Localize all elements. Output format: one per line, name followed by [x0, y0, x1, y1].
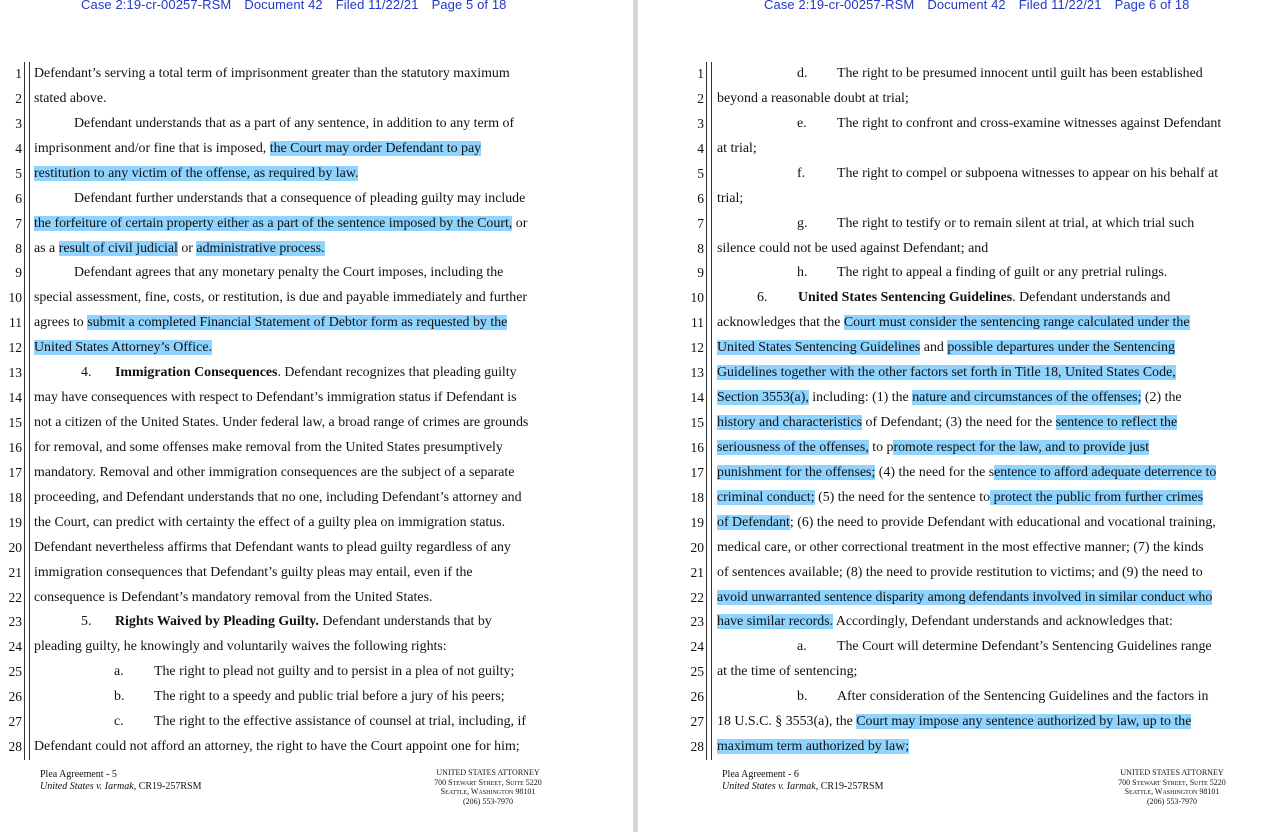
text-line [717, 361, 1176, 385]
text-run: The right to plead not guilty and to persist in a plea of not guilty; [154, 664, 515, 680]
text-run: The right to testify or to remain silent at trial, at which trial such [837, 215, 1195, 231]
text-run: at the time of sentencing; [717, 664, 858, 680]
text-run: may have consequences with respect to Defendant’s immigration status if Defendant is [34, 390, 517, 406]
highlighted-text: protect the public from further crimes [990, 489, 1204, 505]
highlighted-text: the Court may order Defendant to pay [269, 140, 482, 156]
highlighted-text: the forfeiture of certain property either as a part of the sentence imposed by the Court, [34, 215, 513, 231]
text-line [34, 511, 505, 535]
footer-street: 700 Stewart Street, Suite 5220 [434, 777, 542, 787]
line-number: 15 [690, 415, 704, 431]
line-number: 4 [15, 140, 22, 156]
line-number: 21 [8, 564, 22, 580]
text-run: agrees to [34, 315, 88, 331]
text-run: . Defendant recognizes that pleading guilty [277, 365, 517, 381]
page-header [764, 0, 1203, 12]
highlighted-text: restitution to any victim of the offense, as required by law. [34, 165, 359, 181]
line-number: 21 [690, 564, 704, 580]
page-header [81, 0, 520, 12]
list-marker: b. [797, 689, 808, 705]
list-marker: a. [797, 639, 807, 655]
text-run: and [920, 340, 948, 356]
text-run: imprisonment and/or fine that is imposed, [34, 140, 270, 156]
text-run: stated above. [34, 90, 107, 106]
text-run: Defendant understands that by [318, 614, 492, 630]
line-number: 4 [697, 140, 704, 156]
text-run: proceeding, and Defendant understands that no one, including Defendant’s attorney and [34, 489, 522, 505]
text-run: silence could not be used against Defendant; and [717, 240, 989, 256]
text-line [34, 536, 511, 560]
line-number: 7 [15, 215, 22, 231]
text-line [34, 436, 503, 460]
footer-title: Plea Agreement - 6 [722, 769, 799, 780]
text-line [717, 286, 1170, 310]
text-run: Defendant nevertheless affirms that Defendant wants to plead guilty regardless of any [34, 539, 511, 555]
highlighted-text: have similar records. [717, 614, 834, 630]
text-line [717, 87, 909, 111]
text-line [34, 187, 525, 211]
line-number: 1 [697, 66, 704, 81]
text-line [717, 461, 1216, 485]
text-run: not a citizen of the United States. Under federal law, a broad range of crimes are grounds [34, 415, 529, 431]
text-run: 18 U.S.C. § 3553(a), the [717, 714, 857, 730]
line-number: 3 [15, 115, 22, 131]
text-line [717, 511, 1216, 535]
line-number: 18 [690, 489, 704, 505]
text-run: Defendant could not afford an attorney, the right to have the Court appoint one for him; [34, 739, 520, 755]
highlighted-text: criminal conduct; [717, 489, 815, 505]
footer-case-number: , CR19-257RSM [133, 781, 202, 792]
header-document: Document 42 [244, 0, 323, 12]
text-run: Defendant further understands that a consequence of pleading guilty may include [74, 190, 526, 206]
text-line [34, 735, 520, 759]
text-run: (4) the need for the s [875, 464, 995, 480]
header-case-number: Case 2:19-cr-00257-RSM [764, 0, 915, 12]
line-number: 27 [690, 714, 704, 730]
text-line [717, 386, 1182, 410]
section-heading: Rights Waived by Pleading Guilty. [115, 614, 319, 630]
text-run: beyond a reasonable doubt at trial; [717, 90, 909, 106]
text-run: to p [868, 439, 894, 455]
text-line [34, 261, 503, 285]
footer-phone: (206) 553-7970 [1147, 796, 1197, 806]
footer-street: 700 Stewart Street, Suite 5220 [1118, 777, 1226, 787]
text-run: . Defendant understands and [1012, 290, 1171, 306]
line-number: 19 [8, 514, 22, 530]
text-line [34, 386, 517, 410]
header-document: Document 42 [927, 0, 1006, 12]
text-run: The right to be presumed innocent until guilt has been established [837, 66, 1203, 81]
line-number: 10 [8, 290, 22, 306]
text-line [34, 112, 514, 136]
text-line [717, 586, 1212, 610]
line-number-rule [706, 62, 712, 760]
highlighted-text: United States Attorney’s Office. [34, 340, 212, 356]
text-line [717, 610, 1173, 634]
footer-phone: (206) 553-7970 [463, 796, 513, 806]
line-number: 13 [690, 365, 704, 381]
line-number: 13 [8, 365, 22, 381]
highlighted-text: result of civil judicial [58, 240, 178, 256]
text-line [717, 561, 1203, 585]
text-line [717, 660, 857, 684]
text-line [34, 586, 432, 610]
line-number: 23 [690, 614, 704, 630]
text-line [717, 710, 1191, 734]
left-document-page [0, 0, 633, 832]
line-number: 20 [690, 539, 704, 555]
text-line [34, 635, 447, 659]
line-number: 9 [15, 265, 22, 281]
highlighted-text: possible departures under the Sentencing [947, 340, 1175, 356]
text-run: of sentences available; (8) the need to provide restitution to victims; and (9) the need to [717, 564, 1203, 580]
text-line [717, 62, 1203, 86]
line-number: 8 [697, 240, 704, 256]
text-run: The right to appeal a finding of guilt or any pretrial rulings. [837, 265, 1168, 281]
list-marker: d. [797, 66, 808, 81]
line-number: 3 [697, 115, 704, 131]
text-line [34, 212, 527, 236]
text-line [34, 710, 526, 734]
line-number: 15 [8, 415, 22, 431]
footer-city: Seattle, Washington 98101 [1124, 787, 1220, 796]
list-marker: c. [114, 714, 124, 730]
text-run: (2) the [1141, 390, 1182, 406]
header-page-number: Page 6 of 18 [1114, 0, 1190, 12]
highlighted-text: administrative process. [196, 240, 325, 256]
text-line [34, 311, 507, 335]
highlighted-text: Court must consider the sentencing range calculated under the [843, 315, 1190, 331]
header-filed-date: Filed 11/22/21 [335, 0, 419, 12]
text-run: or [177, 240, 197, 256]
header-case-number: Case 2:19-cr-00257-RSM [81, 0, 232, 12]
line-number: 16 [8, 439, 22, 455]
text-run: Defendant understands that as a part of any sentence, in addition to any term of [74, 115, 515, 131]
footer-attorney-block [420, 768, 556, 806]
section-heading: United States Sentencing Guidelines [798, 290, 1013, 306]
line-number: 22 [690, 589, 704, 605]
line-number: 8 [15, 240, 22, 256]
text-run: Accordingly, Defendant understands and acknowledges that: [833, 614, 1173, 630]
text-run: immigration consequences that Defendant’s guilty pleas may entail, even if the [34, 564, 473, 580]
text-line [34, 685, 505, 709]
footer-office: UNITED STATES ATTORNEY [1120, 768, 1224, 777]
right-document-page [638, 0, 1280, 832]
line-number: 26 [690, 689, 704, 705]
list-marker: 4. [81, 365, 92, 381]
highlighted-text: United States Sentencing Guidelines [717, 340, 921, 356]
line-number: 5 [15, 165, 22, 181]
text-run: The right to a speedy and public trial before a jury of his peers; [154, 689, 505, 705]
highlighted-text: entence to afford adequate deterrence to [994, 464, 1217, 480]
text-run: of Defendant; (3) the need for the [862, 415, 1056, 431]
footer-title: Plea Agreement - 5 [40, 769, 117, 780]
text-line [717, 536, 1203, 560]
line-number: 12 [690, 340, 704, 356]
text-line [717, 436, 1149, 460]
line-number: 20 [8, 539, 22, 555]
text-run: mandatory. Removal and other immigration consequences are the subject of a separate [34, 464, 515, 480]
line-number: 14 [690, 390, 704, 406]
text-line [34, 336, 212, 360]
highlighted-text: nature and circumstances of the offenses; [912, 390, 1142, 406]
text-run: consequence is Defendant’s mandatory removal from the United States. [34, 589, 433, 605]
text-run: The right to the effective assistance of counsel at trial, including, if [154, 714, 526, 730]
text-line [34, 62, 510, 86]
text-line [34, 137, 481, 161]
text-line [34, 411, 528, 435]
text-run: Defendant’s serving a total term of imprisonment greater than the statutory maximum [34, 66, 510, 81]
text-run: at trial; [717, 140, 757, 156]
line-number: 12 [8, 340, 22, 356]
text-line [717, 137, 757, 161]
text-line [717, 486, 1203, 510]
text-run: pleading guilty, he knowingly and voluntarily waives the following rights: [34, 639, 447, 655]
text-line [717, 411, 1177, 435]
highlighted-text: Guidelines together with the other factors set forth in Title 18, United States Code, [717, 365, 1176, 381]
text-line [34, 486, 522, 510]
list-marker: a. [114, 664, 124, 680]
footer-left [40, 769, 201, 793]
footer-case-number: , CR19-257RSM [815, 781, 884, 792]
text-run: medical care, or other correctional treatment in the most effective manner; (7) the kinds [717, 539, 1204, 555]
text-line [717, 685, 1208, 709]
footer-case-name: United States v. Iarmak [722, 781, 816, 792]
text-line [717, 162, 1218, 186]
text-line [34, 361, 517, 385]
header-page-number: Page 5 of 18 [431, 0, 507, 12]
text-run: The right to compel or subpoena witnesses to appear on his behalf at [837, 165, 1219, 181]
line-number: 11 [691, 315, 704, 331]
line-number: 6 [15, 190, 22, 206]
line-number: 16 [690, 439, 704, 455]
line-number: 19 [690, 514, 704, 530]
text-line [717, 112, 1221, 136]
list-marker: f. [797, 165, 806, 181]
line-number: 5 [697, 165, 704, 181]
line-number: 17 [8, 464, 22, 480]
text-line [717, 311, 1190, 335]
line-number: 28 [690, 739, 704, 755]
highlighted-text: history and characteristics [717, 415, 863, 431]
text-run: or [512, 215, 528, 231]
text-run: the Court, can predict with certainty the effect of a guilty plea on immigration status. [34, 514, 506, 530]
line-number: 1 [15, 66, 22, 81]
text-line [717, 261, 1167, 285]
text-line [34, 561, 473, 585]
text-line [34, 660, 514, 684]
list-marker: e. [797, 115, 807, 131]
text-line [34, 162, 358, 186]
text-run: trial; [717, 190, 744, 206]
text-run: as a [34, 240, 59, 256]
list-marker: 6. [757, 290, 768, 306]
header-filed-date: Filed 11/22/21 [1018, 0, 1102, 12]
text-run: The right to confront and cross-examine witnesses against Defendant [837, 115, 1222, 131]
line-number: 10 [690, 290, 704, 306]
text-line [717, 735, 909, 759]
text-line [34, 87, 107, 111]
list-marker: b. [114, 689, 125, 705]
text-line [34, 461, 514, 485]
text-run: Defendant agrees that any monetary penalty the Court imposes, including the [74, 265, 504, 281]
highlighted-text: Section 3553(a), [717, 390, 809, 406]
line-number: 6 [697, 190, 704, 206]
highlighted-text: punishment for the offenses; [717, 464, 876, 480]
highlighted-text: sentence to reflect the [1055, 415, 1178, 431]
text-run: After consideration of the Sentencing Guidelines and the factors in [837, 689, 1209, 705]
footer-case-name: United States v. Iarmak [40, 781, 134, 792]
footer-left [722, 769, 883, 793]
line-number: 24 [690, 639, 704, 655]
line-number: 17 [690, 464, 704, 480]
highlighted-text: avoid unwarranted sentence disparity among defendants involved in similar conduct who [717, 589, 1213, 605]
text-run: special assessment, fine, costs, or restitution, is due and payable immediately and further [34, 290, 527, 306]
text-line [717, 237, 988, 261]
highlighted-text: submit a completed Financial Statement of Debtor form as requested by the [87, 315, 508, 331]
line-number: 24 [8, 639, 22, 655]
highlighted-text: seriousness of the offenses, [717, 439, 869, 455]
text-line [717, 212, 1194, 236]
highlighted-text: romote respect for the law, and to provide just [893, 439, 1150, 455]
line-number: 25 [690, 664, 704, 680]
line-number: 2 [697, 90, 704, 106]
list-marker: h. [797, 265, 808, 281]
text-run: including: (1) the [808, 390, 913, 406]
list-marker: 5. [81, 614, 92, 630]
text-line [717, 635, 1212, 659]
line-number: 11 [9, 315, 22, 331]
text-line [717, 187, 743, 211]
line-number: 9 [697, 265, 704, 281]
section-heading: Immigration Consequences [115, 365, 278, 381]
line-number: 2 [15, 90, 22, 106]
highlighted-text: of Defendant [717, 514, 790, 530]
line-number: 23 [8, 614, 22, 630]
text-run: acknowledges that the [717, 315, 844, 331]
highlighted-text: maximum term authorized by law; [717, 739, 910, 755]
text-run: ; (6) the need to provide Defendant with educational and vocational training, [789, 514, 1216, 530]
list-marker: g. [797, 215, 808, 231]
line-number: 22 [8, 589, 22, 605]
line-number: 26 [8, 689, 22, 705]
text-line [717, 336, 1175, 360]
text-run: The Court will determine Defendant’s Sentencing Guidelines range [837, 639, 1212, 655]
text-run: (5) the need for the sentence to [814, 489, 991, 505]
line-number: 27 [8, 714, 22, 730]
line-number: 28 [8, 739, 22, 755]
footer-attorney-block [1104, 768, 1240, 806]
line-number: 14 [8, 390, 22, 406]
highlighted-text: Court may impose any sentence authorized by law, up to the [856, 714, 1192, 730]
text-line [34, 610, 492, 634]
line-number: 18 [8, 489, 22, 505]
text-line [34, 237, 325, 261]
line-number: 25 [8, 664, 22, 680]
text-line [34, 286, 527, 310]
footer-office: UNITED STATES ATTORNEY [436, 768, 540, 777]
line-number: 7 [697, 215, 704, 231]
footer-city: Seattle, Washington 98101 [440, 787, 536, 796]
text-run: for removal, and some offenses make removal from the United States presumptively [34, 439, 503, 455]
line-number-rule [24, 62, 30, 760]
